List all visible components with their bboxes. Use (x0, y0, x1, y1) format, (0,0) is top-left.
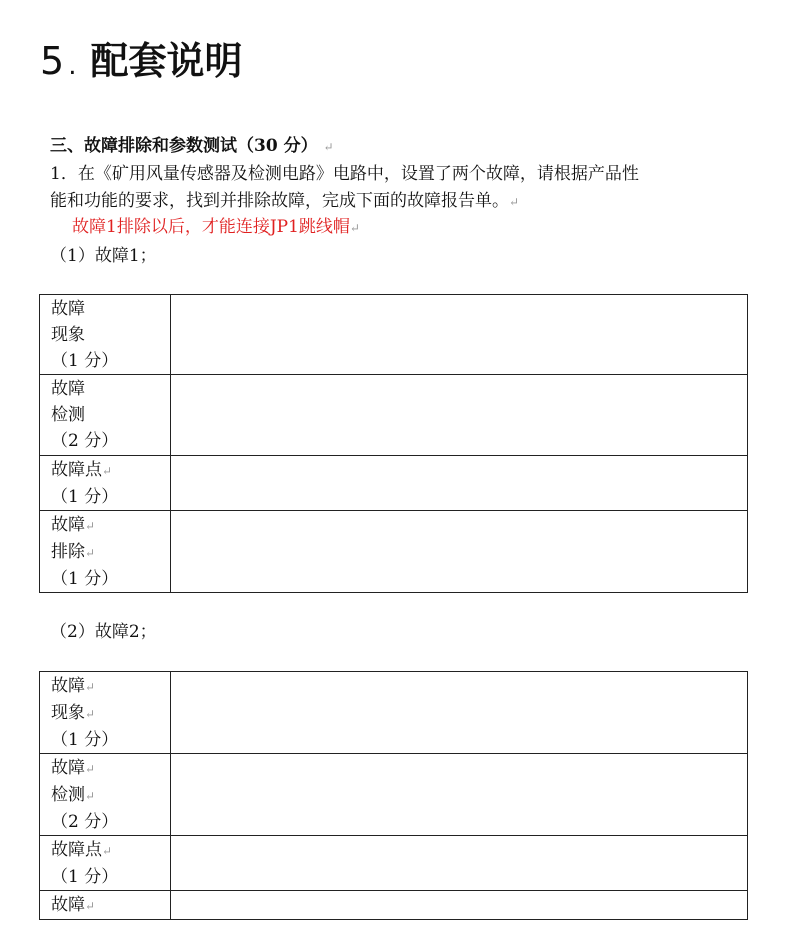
row-label (40, 456, 171, 511)
paragraph-mark-icon: ↵ (323, 140, 334, 154)
paragraph-mark-icon: ↵ (85, 899, 96, 913)
label-line: 故障↵ (51, 895, 96, 915)
answer-cell[interactable] (171, 456, 748, 511)
label-line: （2 分） (51, 431, 119, 451)
row-label (40, 836, 171, 891)
label-line: （1 分） (51, 867, 119, 887)
paragraph-mark-icon: ↵ (85, 546, 96, 560)
table-row (40, 891, 748, 920)
question-line-2-text: 能和功能的要求，找到并排除故障，完成下面的故障报告单。 (50, 191, 509, 211)
row-label (40, 891, 171, 920)
row-label (40, 754, 171, 836)
paragraph-mark-icon: ↵ (85, 707, 96, 721)
label-line: 现象↵ (51, 703, 96, 723)
paragraph-mark-icon: ↵ (509, 195, 520, 209)
warning-note (72, 214, 360, 241)
answer-cell[interactable] (171, 511, 748, 593)
paragraph-mark-icon: ↵ (85, 762, 96, 776)
label-line: 排除↵ (51, 542, 96, 562)
row-label (40, 672, 171, 754)
fault-1-report-table (39, 294, 748, 593)
label-line: 故障↵ (51, 758, 96, 778)
label-line: （1 分） (51, 730, 119, 750)
heading-number: 5 (40, 39, 65, 83)
label-line: 故障 (51, 299, 85, 319)
fault-2-report-table (39, 671, 748, 920)
paragraph-mark-icon: ↵ (85, 789, 96, 803)
paragraph-mark-icon: ↵ (349, 221, 360, 235)
question-line-2 (50, 188, 519, 215)
paragraph-mark-icon: ↵ (102, 464, 113, 478)
table-row (40, 672, 748, 754)
table-row (40, 511, 748, 593)
answer-cell[interactable] (171, 836, 748, 891)
label-line: （1 分） (51, 487, 119, 507)
label-line: 故障点↵ (51, 840, 113, 860)
label-line: 检测 (51, 405, 85, 425)
heading-dot: . (68, 51, 77, 81)
table-row (40, 456, 748, 511)
section-title-text: 三、故障排除和参数测试（30 分） (50, 136, 318, 156)
label-line: 故障↵ (51, 676, 96, 696)
label-line: 现象 (51, 325, 85, 345)
paragraph-mark-icon: ↵ (102, 844, 113, 858)
answer-cell[interactable] (171, 754, 748, 836)
question-line-1: 1．在《矿用风量传感器及检测电路》电路中，设置了两个故障，请根据产品性 (50, 164, 639, 184)
warning-note-text: 故障1排除以后，才能连接JP1跳线帽 (72, 217, 350, 237)
table-row (40, 754, 748, 836)
fault-2-title: （2）故障2； (50, 622, 157, 642)
table-row (40, 295, 748, 375)
heading-title: 配套说明 (90, 39, 243, 83)
label-line: 故障↵ (51, 515, 96, 535)
answer-cell[interactable] (171, 891, 748, 920)
answer-cell[interactable] (171, 295, 748, 375)
page-heading (40, 38, 242, 89)
table-row (40, 836, 748, 891)
label-line: （1 分） (51, 569, 119, 589)
fault-1-title: （1）故障1； (50, 246, 157, 266)
row-label (40, 511, 171, 593)
label-line: 故障点↵ (51, 460, 113, 480)
paragraph-mark-icon: ↵ (85, 680, 96, 694)
answer-cell[interactable] (171, 375, 748, 456)
paragraph-mark-icon: ↵ (85, 519, 96, 533)
section-title (50, 133, 334, 160)
label-line: 检测↵ (51, 785, 96, 805)
answer-cell[interactable] (171, 672, 748, 754)
row-label (40, 295, 171, 375)
label-line: （2 分） (51, 812, 119, 832)
table-row (40, 375, 748, 456)
row-label (40, 375, 171, 456)
label-line: （1 分） (51, 351, 119, 371)
label-line: 故障 (51, 379, 85, 399)
